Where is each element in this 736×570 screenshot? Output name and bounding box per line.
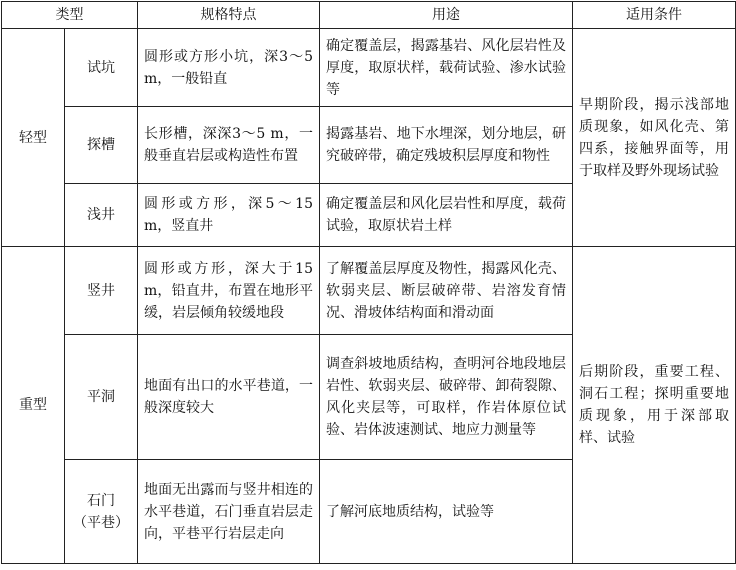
row-spec: 圆形或方形，深大于15 m，铅直井，布置在地形平缓，岩层倾角较缓地段 (138, 247, 320, 335)
group-name-heavy: 重型 (2, 247, 65, 564)
row-kind: 浅井 (65, 184, 138, 247)
row-kind: 平洞 (65, 335, 138, 460)
group-condition-light: 早期阶段，揭示浅部地质现象，如风化壳、第四系，接触界面等，用于取样及野外现场试验 (573, 29, 736, 247)
row-use: 了解覆盖层厚度及物性，揭露风化壳、软弱夹层、断层破碎带、岩溶发育情况、滑坡体结构面和滑动面 (320, 247, 573, 335)
row-kind: 竖井 (65, 247, 138, 335)
header-use: 用途 (320, 2, 573, 29)
table-row (2, 29, 736, 107)
table-row (2, 247, 736, 335)
row-spec: 圆形或方形，深5～15 m，竖直井 (138, 184, 320, 247)
row-spec: 地面无出露而与竖井相连的水平巷道，石门垂直岩层走向，平巷平行岩层走向 (138, 460, 320, 564)
row-spec: 圆形或方形小坑，深3～5 m，一般铅直 (138, 29, 320, 107)
group-name-light: 轻型 (2, 29, 65, 247)
row-spec: 长形槽，深深3～5 m，一般垂直岩层或构造性布置 (138, 107, 320, 184)
row-kind: 探槽 (65, 107, 138, 184)
header-spec: 规格特点 (138, 2, 320, 29)
exploration-methods-table (1, 1, 736, 564)
row-use: 调查斜坡地质结构，查明河谷地段地层岩性、软弱夹层、破碎带、卸荷裂隙、风化夹层等，可取样，作岩体原位试验、岩体波速测试、地应力测量等 (320, 335, 573, 460)
header-type: 类型 (2, 2, 138, 29)
row-use: 确定覆盖层，揭露基岩、风化层岩性及厚度，取原状样，载荷试验、渗水试验等 (320, 29, 573, 107)
row-use: 揭露基岩、地下水埋深，划分地层，研究破碎带，确定残坡积层厚度和物性 (320, 107, 573, 184)
row-use: 确定覆盖层和风化层岩性和厚度，载荷试验，取原状岩土样 (320, 184, 573, 247)
group-condition-heavy: 后期阶段，重要工程、洞石工程；探明重要地质现象，用于深部取样、试验 (573, 247, 736, 564)
row-kind: 石门 （平巷） (65, 460, 138, 564)
row-spec: 地面有出口的水平巷道，一般深度较大 (138, 335, 320, 460)
row-kind: 试坑 (65, 29, 138, 107)
row-use: 了解河底地质结构，试验等 (320, 460, 573, 564)
header-condition: 适用条件 (573, 2, 736, 29)
header-row (2, 2, 736, 29)
